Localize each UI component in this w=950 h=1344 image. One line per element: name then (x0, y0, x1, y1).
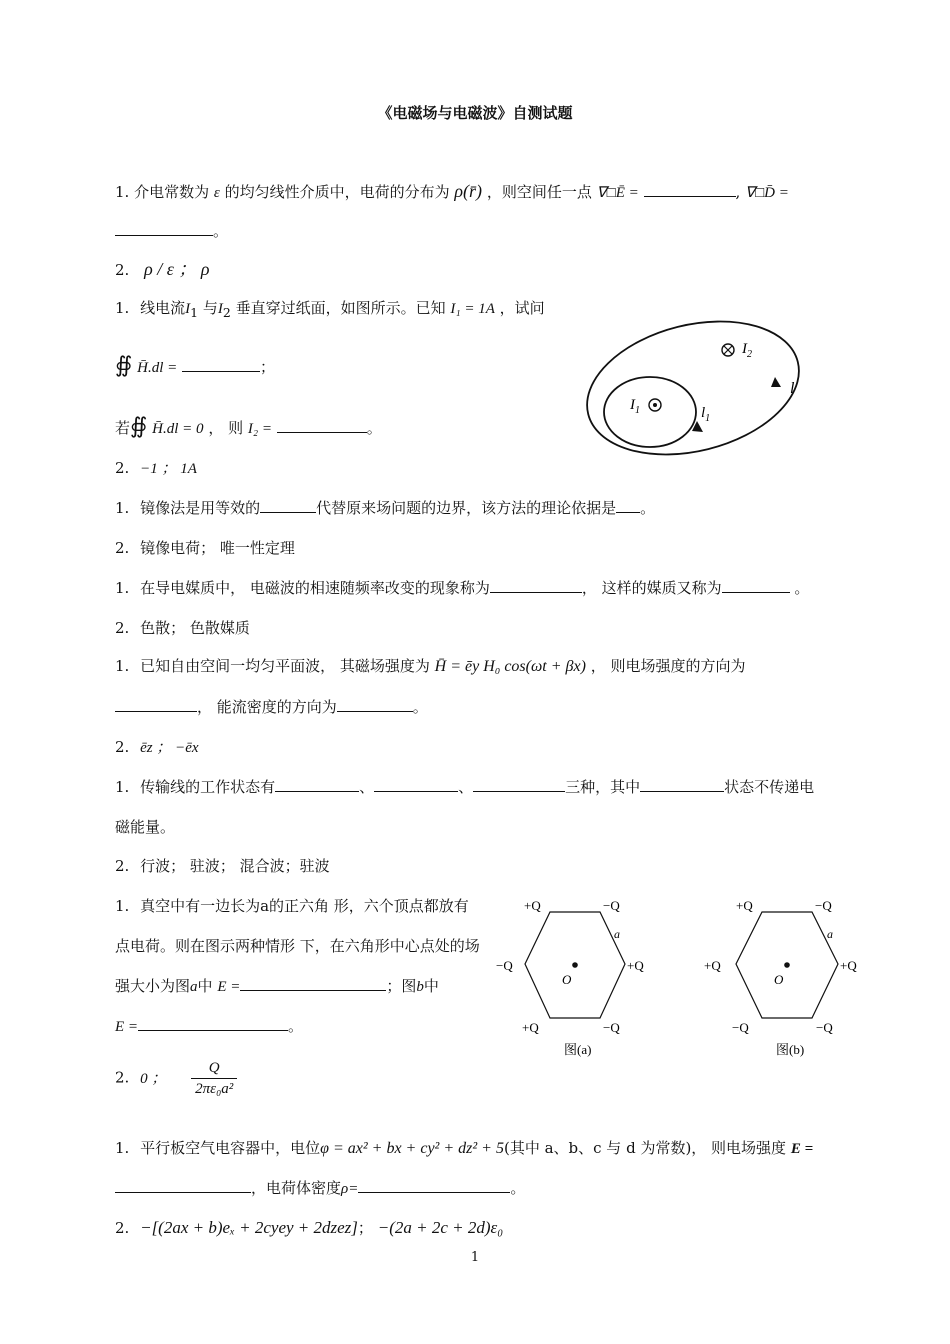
current-symbol: I (217, 301, 223, 317)
punct: 。 (288, 1017, 304, 1035)
question-6-cont: 磁能量。 (115, 818, 176, 836)
question-text: 代替原来场问题的边界，该方法的理论依据是 (316, 499, 617, 517)
question-text: 传输线的工作状态有 (140, 778, 276, 796)
answer-text: 镜像电荷； 唯一性定理 (140, 539, 295, 557)
page-number: 1 (470, 1250, 480, 1265)
question-number: 1. (115, 1139, 130, 1157)
question-text: 三种，其中 (565, 778, 641, 796)
div-e-expr: ∇□Ē = (596, 185, 639, 201)
answer-4 (115, 618, 250, 638)
question-number: 1. (115, 499, 130, 517)
punct: ； (357, 1219, 373, 1237)
contour-integral-icon: ∯ (130, 414, 148, 439)
outer-arrow-icon (771, 377, 781, 387)
question-number: 1. (115, 897, 130, 915)
answer-6 (115, 856, 330, 876)
question-text: 镜像法是用等效的 (140, 499, 261, 517)
answer-number: 2. (115, 459, 130, 477)
charge-label: +Q (524, 898, 541, 913)
answer-number: 2. (115, 539, 130, 557)
question-text: 的均匀线性介质中，电荷的分布为 (224, 183, 450, 201)
question-number: 1. (115, 778, 130, 796)
fraction-denominator: 2πε₀a² (195, 1081, 234, 1097)
fraction-numerator: Q (191, 1058, 237, 1079)
punct: 。 (510, 1179, 526, 1197)
answer-8 (115, 1218, 503, 1238)
question-2-line2 (115, 353, 276, 378)
question-2 (115, 298, 545, 323)
rho-expr: ρ= (341, 1181, 359, 1197)
side-label: a (827, 927, 833, 941)
answer-blank[interactable] (277, 418, 367, 433)
charge-label: −Q (603, 898, 620, 913)
answer-blank[interactable] (115, 697, 197, 712)
div-d-expr: ∇□D̄ = (745, 185, 789, 201)
question-text: 介电常数为 (134, 183, 210, 201)
question-text: 若 (115, 419, 131, 437)
answer-expr-1: −[(2ax + b)eₓ + 2cyey + 2dzez] (140, 1218, 358, 1237)
question-8-cont (115, 1178, 525, 1199)
answer-blank[interactable] (616, 498, 640, 513)
punct: 。 (366, 419, 382, 437)
question-7-line2: 点电荷。则在图示两种情形 下，在六角形中心点处的场 (115, 937, 480, 955)
question-text: 中 (197, 977, 213, 995)
question-8 (115, 1138, 813, 1159)
question-text: 平行板空气电容器中，电位 (140, 1139, 321, 1157)
question-text: ， 则电场强度的方向为 (590, 657, 746, 675)
question-1: 1. 介电常数为 ε 的均匀线性介质中，电荷的分布为 ρ(r̄) ，则空间任一点 ∇□Ē = , ∇□D̄ = (115, 181, 789, 201)
question-7 (115, 896, 469, 916)
answer-expr-2: −(2a + 2c + 2d)ε₀ (377, 1218, 504, 1237)
question-text: (其中 a、b、c 与 d 为常数)， 则电场强度 (503, 1139, 787, 1157)
charge-label: +Q (840, 958, 857, 973)
answer-blank[interactable] (138, 1016, 288, 1031)
center-point (784, 962, 790, 968)
side-label: a (614, 927, 620, 941)
punct: 。 (640, 499, 656, 517)
question-text: 强大小为图 (115, 977, 191, 995)
charge-label: −Q (816, 1020, 833, 1035)
answer-blank[interactable] (640, 777, 724, 792)
subscript: 1 (190, 305, 199, 320)
question-text: 已知自由空间一均匀平面波， 其磁场强度为 (140, 657, 430, 675)
answer-text: ēz ； −ēx (140, 740, 199, 756)
answer-blank[interactable] (358, 1178, 510, 1193)
current-loops-figure (580, 305, 820, 465)
question-5 (115, 656, 745, 677)
question-text: 垂直穿过纸面，如图所示。已知 (235, 299, 446, 317)
question-4 (115, 578, 809, 598)
answer-blank[interactable] (115, 221, 213, 236)
question-7-line3 (115, 976, 439, 997)
charge-label: −Q (732, 1020, 749, 1035)
charge-label: +Q (704, 958, 721, 973)
question-text: 与 (202, 299, 218, 317)
current-out-dot (653, 403, 657, 407)
question-text: ， 这样的媒质又称为 (581, 579, 722, 597)
answer-7 (115, 1058, 237, 1099)
question-text: ，试问 (499, 299, 545, 317)
question-text: ，则空间任一点 (486, 183, 592, 201)
charge-label: −Q (496, 958, 513, 973)
answer-blank[interactable] (374, 777, 458, 792)
hexagon-figure-a (490, 890, 670, 1060)
question-text: ；图 (386, 977, 417, 995)
question-text: ， 能流密度的方向为 (197, 698, 337, 716)
contour-integral-icon: ∯ (115, 353, 133, 378)
inner-loop (604, 377, 696, 447)
integral-expr: H̄.dl = (137, 360, 178, 376)
fig-l-label: l (790, 380, 795, 397)
e-expr: E = (790, 1141, 814, 1157)
answer-number: 2. (115, 1068, 130, 1087)
answer-number: 2. (115, 1219, 130, 1237)
answer-blank[interactable] (260, 498, 316, 513)
i2-expr: I₂ = (247, 421, 272, 437)
question-text: 在导电媒质中， 电磁波的相速随频率改变的现象称为 (140, 579, 490, 597)
answer-blank[interactable] (115, 1178, 251, 1193)
charge-label: −Q (603, 1020, 620, 1035)
center-point (572, 962, 578, 968)
charge-label: +Q (736, 898, 753, 913)
subscript: 2 (222, 305, 231, 320)
given-current: I₁ = 1A (450, 301, 495, 317)
h-field-expr: H̄ = ēy H₀ cos(ωt + βx) (434, 658, 586, 675)
answer-2 (115, 458, 197, 479)
potential-expr: φ = ax² + bx + cy² + dz² + 5 (320, 1140, 504, 1157)
answer-text: 色散； 色散媒质 (140, 619, 250, 637)
punct: 。 (213, 222, 229, 240)
punct: 。 (789, 579, 810, 597)
charge-label: +Q (627, 958, 644, 973)
question-6 (115, 777, 814, 797)
answer-blank[interactable] (473, 777, 565, 792)
answer-number: 2. (115, 261, 130, 279)
question-text: ，电荷体密度 (251, 1179, 342, 1197)
question-number: 1. (115, 579, 130, 597)
hexagon-figure-b (700, 890, 880, 1060)
outer-loop (573, 301, 813, 476)
answer-text: 行波； 驻波； 混合波；驻波 (140, 857, 330, 875)
fig-i1-label: $I_1$ (630, 397, 640, 416)
answer-text: 0 ； (140, 1070, 167, 1087)
answer-3 (115, 538, 295, 558)
question-1-cont (115, 221, 228, 241)
fig-l1-label: $l_1$ (701, 405, 711, 424)
question-number: 1. (115, 183, 130, 201)
figure-ref: b (416, 979, 424, 995)
charge-label: +Q (522, 1020, 539, 1035)
answer-blank[interactable] (240, 976, 386, 991)
question-text: 状态不传递电 (724, 778, 815, 796)
charge-label: −Q (815, 898, 832, 913)
page-title: 《电磁场与电磁波》自测试题 (377, 104, 573, 122)
question-text: 线电流 (140, 299, 186, 317)
punct: 、 (359, 778, 375, 796)
fig-i2-label: $I_2$ (742, 341, 752, 360)
integral-expr: H̄.dl = 0 (152, 421, 204, 437)
question-2-line3 (115, 414, 382, 439)
question-number: 1. (115, 657, 130, 675)
answer-blank[interactable] (644, 182, 736, 197)
question-5-cont (115, 697, 428, 717)
figure-caption: 图(b) (776, 1042, 805, 1057)
e-expr: E = (115, 1019, 139, 1035)
e-expr: E = (217, 979, 241, 995)
answer-number: 2. (115, 738, 130, 756)
question-text: 真空中有一边长为a的正六角 形，六个顶点都放有 (140, 897, 469, 915)
answer-blank[interactable] (490, 578, 582, 593)
answer-text: −1 ； 1A (140, 461, 197, 477)
answer-blank[interactable] (182, 357, 260, 372)
question-3 (115, 498, 655, 518)
epsilon-symbol: ε (213, 185, 220, 201)
figure-caption: 图(a) (564, 1042, 592, 1057)
answer-fraction (191, 1058, 237, 1099)
current-symbol: I (185, 301, 191, 317)
answer-text: ρ / ε ； ρ (144, 259, 210, 279)
answer-number: 2. (115, 619, 130, 637)
question-text: 中 (423, 977, 439, 995)
answer-1 (115, 259, 209, 280)
figure-ref: a (190, 979, 198, 995)
answer-blank[interactable] (722, 578, 790, 593)
question-text: ， 则 (208, 419, 244, 437)
answer-5 (115, 737, 199, 758)
question-7-line4 (115, 1016, 303, 1037)
answer-blank[interactable] (275, 777, 359, 792)
charge-distribution: ρ(r̄) (454, 181, 483, 201)
punct: ； (260, 358, 276, 376)
answer-number: 2. (115, 857, 130, 875)
center-label: O (562, 972, 572, 987)
center-label: O (774, 972, 784, 987)
question-number: 1. (115, 299, 130, 317)
answer-blank[interactable] (337, 697, 413, 712)
punct: 、 (458, 778, 474, 796)
punct: 。 (412, 698, 428, 716)
